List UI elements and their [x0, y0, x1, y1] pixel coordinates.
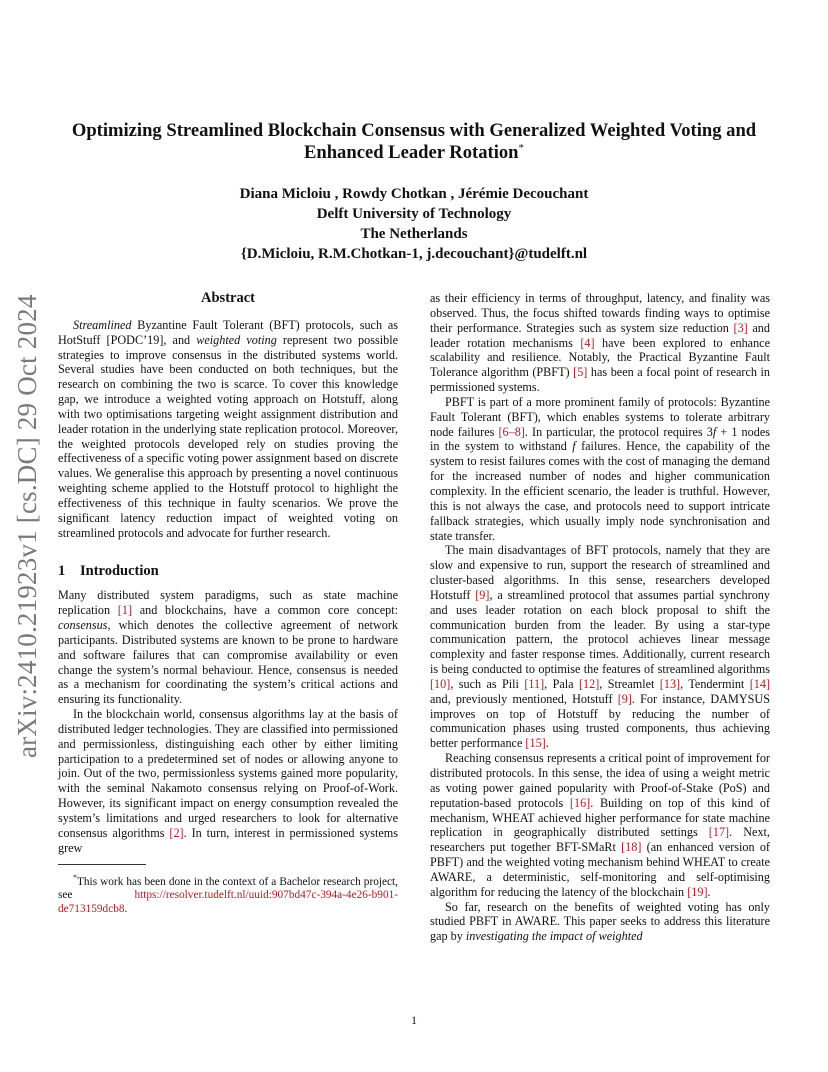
footnote-url-link[interactable]: https://resolver.tudelft.nl/uuid:907bd47c-394a-4e26-b901-de713159dcb8	[58, 889, 398, 916]
title-footnote-mark: *	[518, 141, 525, 154]
left-column	[58, 288, 398, 916]
citation-link[interactable]: [14]	[749, 676, 771, 691]
citation-link[interactable]: [15]	[525, 736, 546, 751]
author-names: Diana Micloiu , Rowdy Chotkan , Jérémie Decouchant	[239, 186, 589, 202]
arxiv-stamp: arXiv:2410.21923v1 [cs.DC] 29 Oct 2024	[12, 294, 42, 758]
right-paragraph-3: The main disadvantages of BFT protocols, namely that they are slow and expensive to run, support the research of streamlined and cluster-based algorithms. In this sense, researchers developed Hotstuff [9], a streamlined protocol that assumes partial synchrony and uses leader rotation on each block proposal to shift the communication burden from the leader. By using a star-type communication pattern, the protocol achieves linear message complexity and faster response times. Additionally, current research is being conducted to optimise the features of streamlined algorithms [10], such as Pili [11], Pala [12], Streamlet [13], Tendermint [14] and, previously mentioned, Hotstuff [9]. For instance, DAMYSUS improves on top of Hotstuff by reducing the number of communication phases using trusted components, thus achieving better performance [15].	[430, 543, 771, 751]
author-block	[60, 184, 768, 264]
citation-link[interactable]: [11]	[524, 676, 545, 691]
citation-link[interactable]: [13]	[659, 676, 681, 691]
right-paragraph-4: Reaching consensus represents a critical point of improvement for distributed protocols. In this sense, the idea of using a weight metric as voting power gained popularity with Proof-of-Stake (PoS) and reputation-based protocols [16]. Building on top of this kind of mechanism, WHEAT achieved higher performance for state machine replication in geographically distributed settings [17]. Next, researchers put together BFT-SMaRt [18] (an enhanced version of PBFT) and the weighted voting mechanism behind WHEAT to create AWARE, a deterministic, self-monitoring and self-optimising algorithm for reducing the latency of the blockchain [19].	[430, 751, 770, 899]
paper-title: Optimizing Streamlined Blockchain Consensus with Generalized Weighted Voting and Enhanced Leader Rotation*	[71, 120, 757, 163]
citation-link[interactable]: [6–8]	[498, 424, 525, 439]
page-number: 1	[411, 1013, 417, 1027]
intro-paragraph-1: Many distributed system paradigms, such as state machine replication [1] and blockchains, have a common core concept: consensus, which denotes the collective agreement of network participants. Distributed systems are known to be prone to hardware and software failures that can compromise availability or even change the system’s normal behaviour. Hence, consensus is needed as a mechanism for coordinating the system’s critical actions and ensuring its functionality.	[58, 588, 398, 707]
citation-link[interactable]: [4]	[580, 335, 595, 350]
right-paragraph-1: as their efficiency in terms of throughput, latency, and finality was observed. Thus, the focus shifted towards finding ways to optimise their performance. Strategies such as system size reduction [3] and leader rotation mechanisms [4] have been explored to enhance scalability and resilience. Notably, the Practical Byzantine Fault Tolerance algorithm (PBFT) [5] has been a focal point of research in permissioned systems.	[430, 291, 771, 395]
citation-link[interactable]: [5]	[573, 365, 588, 380]
abstract-text: Streamlined Byzantine Fault Tolerant (BFT) protocols, such as HotStuff [PODC’19], and weighted voting represent two possible strategies to improve consensus in the distributed systems world. Several studies have been conducted on both techniques, but the research on combining the two is scarce. To cover this knowledge gap, we introduce a weighted voting approach on Hotstuff, along with two optimisations targeting weight assignment distribution and leader rotation in the underlying state replication protocol. Moreover, the weighted protocols developed rely on studies proving the effectiveness of a specific voting power assignment based on discrete values. We generalise this approach by presenting a novel continuous weighting scheme applied to the Hotstuff protocol to highlight the effectiveness of this technique in faulty scenarios. We prove the significant latency reduction impact of weighted voting on streamlined protocols and advocate for further research.	[58, 317, 398, 540]
citation-link[interactable]: [9]	[475, 587, 490, 602]
citation-link[interactable]: [10]	[430, 676, 451, 691]
citation-link[interactable]: [1]	[117, 603, 133, 618]
footnote-divider	[58, 864, 146, 865]
citation-link[interactable]: [12]	[578, 676, 600, 691]
intro-paragraph-2: In the blockchain world, consensus algorithms lay at the basis of distributed ledger technologies. They are classified into permissioned and permissionless, distinguishing each other by either limiting participation to a predetermined set of nodes or allowing anyone to join. Out of the two, permissionless systems gained more popularity, with the seminal Nakamoto consensus relying on Proof-of-Work. However, its significant impact on energy consumption revealed the system’s limitations and urged researchers to look for alternative consensus algorithms [2]. In turn, interest in permissioned systems grew	[58, 707, 398, 855]
right-column	[430, 291, 770, 944]
citation-link[interactable]: [18]	[621, 840, 642, 855]
citation-link[interactable]: [19]	[687, 884, 708, 899]
citation-link[interactable]: [3]	[733, 320, 748, 335]
citation-link[interactable]: [9]	[617, 691, 632, 706]
author-emails: {D.Micloiu, R.M.Chotkan-1, j.decouchant}@tudelft.nl	[240, 246, 588, 262]
citation-link[interactable]: [2]	[169, 825, 184, 840]
right-paragraph-2: PBFT is part of a more prominent family of protocols: Byzantine Fault Tolerant (BFT), which enables systems to tolerate arbitrary node failures [6–8]. In particular, the protocol requires 3f + 1 nodes in the system to withstand f failures. Hence, the capability of the system to resist failures comes with the cost of managing the demand for the increased number of nodes and higher communication complexity. In the efficient scenario, the leader is truthful. However, this is not always the case, and protocols need to support intricate fallback strategies, which usually imply node synchronisation and state transfer.	[430, 394, 770, 543]
right-paragraph-5: So far, research on the benefits of weighted voting has only studied PBFT in AWARE. This paper seeks to address this literature gap by investigating the impact of weighted	[430, 899, 770, 944]
country: The Netherlands	[360, 226, 468, 242]
citation-link[interactable]: [17]	[708, 825, 730, 840]
footnote: *This work has been done in the context of a Bachelor research project, see https://resolver.tudelft.nl/uuid:907bd47c-394a-4e26-b901-de713159dcb8.	[58, 872, 398, 916]
affiliation: Delft University of Technology	[316, 206, 512, 222]
section-heading: 1 Introduction	[58, 562, 159, 579]
citation-link[interactable]: [16]	[569, 795, 591, 810]
abstract-heading: Abstract	[201, 290, 255, 306]
